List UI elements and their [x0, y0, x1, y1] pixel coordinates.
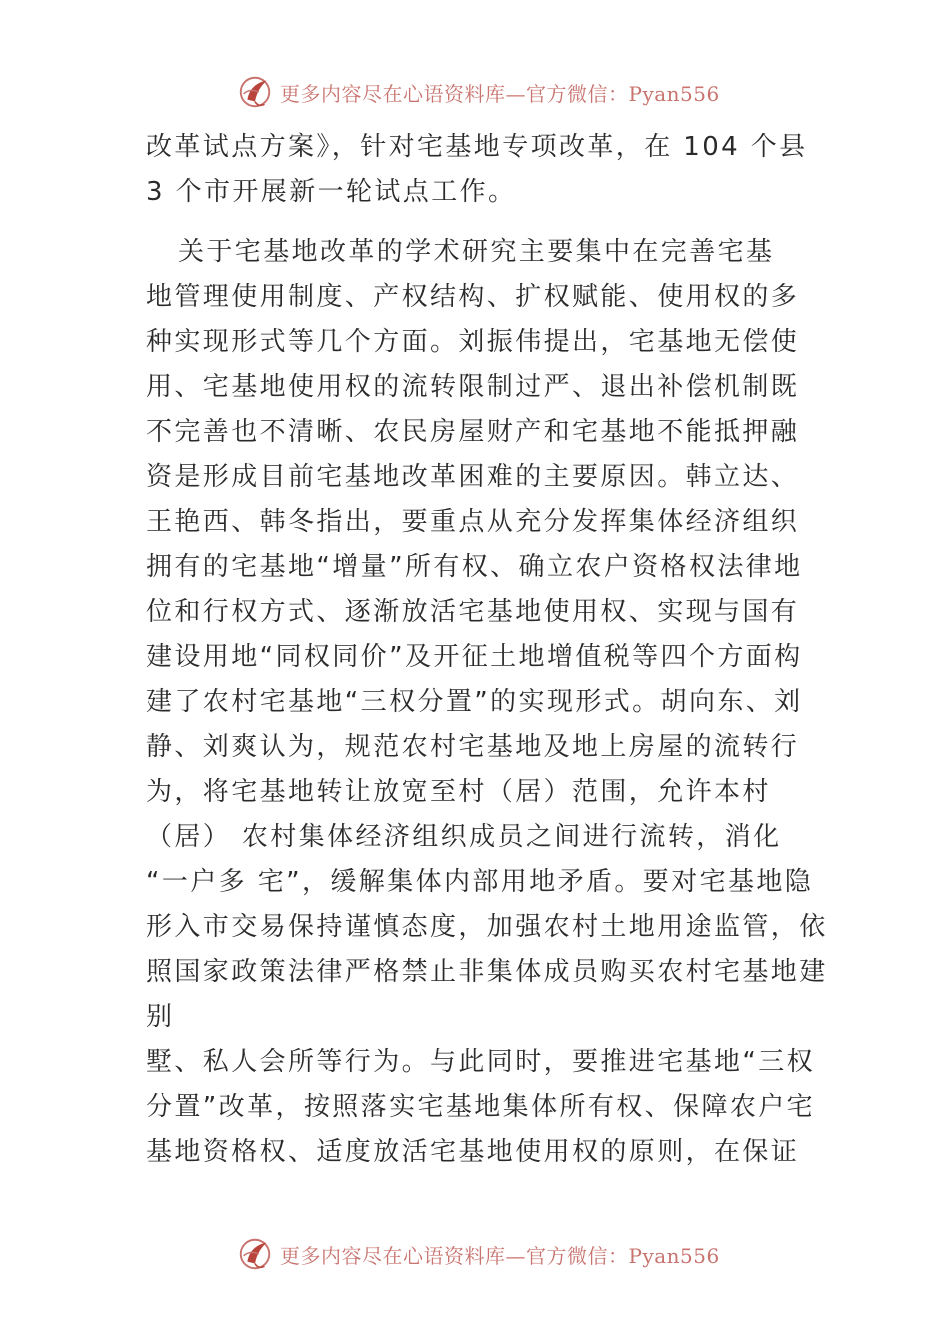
- text-line: “一户多 宅”，缓解集体内部用地矛盾。要对宅基地隐: [146, 867, 814, 897]
- text-line: 改革试点方案》，针对宅基地专项改革，在 104 个县: [146, 132, 808, 162]
- paragraph-2: [146, 230, 826, 1175]
- text-line: 王艳西、韩冬指出，要重点从充分发挥集体经济组织: [146, 507, 800, 537]
- document-body: [146, 125, 826, 1175]
- text-line: 用、宅基地使用权的流转限制过严、退出补偿机制既: [146, 372, 800, 402]
- watermark-text: 更多内容尽在心语资料库—官方微信：Pyan556: [280, 81, 720, 106]
- text-line: 形入市交易保持谨慎态度，加强农村土地用途监管，依: [146, 912, 828, 942]
- header-watermark: [236, 72, 756, 112]
- text-line: 分置”改革，按照落实宅基地集体所有权、保障农户宅: [146, 1092, 816, 1122]
- text-line: 地管理使用制度、产权结构、扩权赋能、使用权的多: [146, 282, 800, 312]
- text-line: 关于宅基地改革的学术研究主要集中在完善宅基: [178, 237, 775, 267]
- text-line: 建了农村宅基地“三权分置”的实现形式。胡向东、刘: [146, 687, 803, 717]
- text-line: 3 个市开展新一轮试点工作。: [146, 177, 517, 207]
- paragraph-1: [146, 125, 826, 215]
- text-line: （居） 农村集体经济组织成员之间进行流转，消化: [146, 822, 782, 852]
- watermark-text: 更多内容尽在心语资料库—官方微信：Pyan556: [280, 1243, 720, 1268]
- text-line: 不完善也不清晰、农民房屋财产和宅基地不能抵押融: [146, 417, 800, 447]
- leaf-flame-logo-icon: [236, 73, 274, 111]
- text-line: 基地资格权、适度放活宅基地使用权的原则，在保证: [146, 1137, 800, 1167]
- footer-watermark: [236, 1234, 756, 1274]
- text-line: 静、刘爽认为，规范农村宅基地及地上房屋的流转行: [146, 732, 800, 762]
- text-line: 位和行权方式、逐渐放活宅基地使用权、实现与国有: [146, 597, 800, 627]
- leaf-flame-logo-icon: [236, 1235, 274, 1273]
- text-line: 建设用地“同权同价”及开征土地增值税等四个方面构: [146, 642, 803, 672]
- text-line: 别: [146, 1002, 175, 1032]
- text-line: 为，将宅基地转让放宽至村（居）范围，允许本村: [146, 777, 771, 807]
- text-line: 墅、私人会所等行为。与此同时，要推进宅基地“三权: [146, 1047, 816, 1077]
- text-line: 种实现形式等几个方面。刘振伟提出，宅基地无偿使: [146, 327, 800, 357]
- text-line: 拥有的宅基地“增量”所有权、确立农户资格权法律地: [146, 552, 803, 582]
- text-line: 资是形成目前宅基地改革困难的主要原因。韩立达、: [146, 462, 800, 492]
- text-line: 照国家政策法律严格禁止非集体成员购买农村宅基地建: [146, 957, 828, 987]
